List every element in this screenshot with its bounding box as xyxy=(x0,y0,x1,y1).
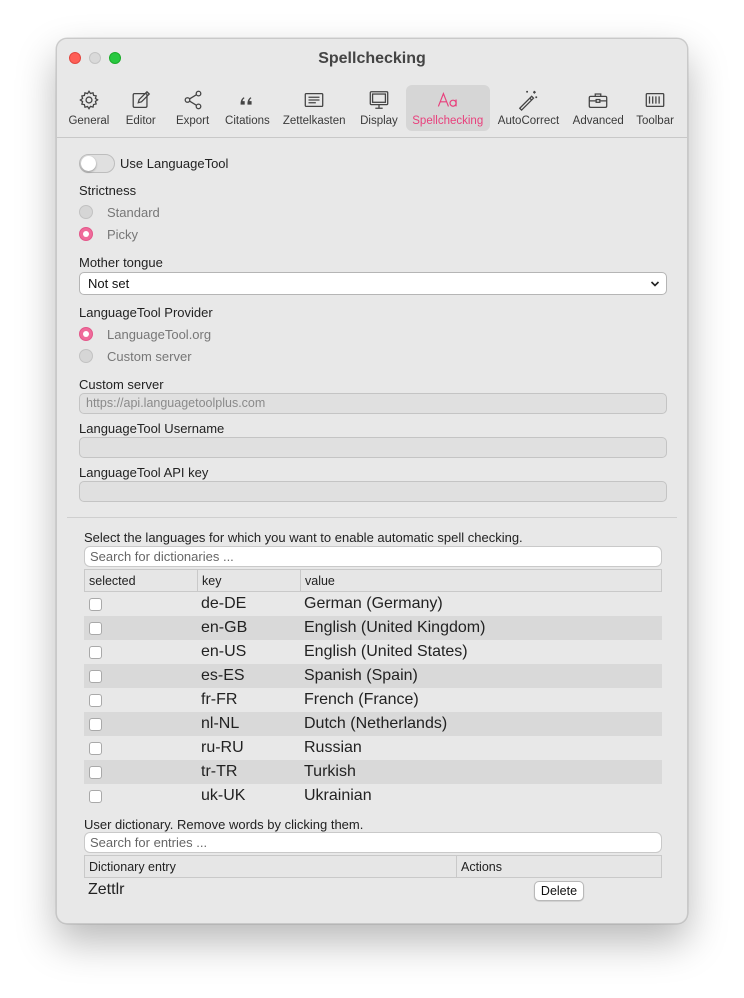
strictness-standard-label: Standard xyxy=(107,205,160,220)
mother-tongue-label: Mother tongue xyxy=(79,255,163,270)
dictionary-search-placeholder: Search for dictionaries ... xyxy=(90,549,234,564)
tab-autocorrect-label: AutoCorrect xyxy=(497,115,560,127)
row-key: es-ES xyxy=(201,667,245,684)
custom-server-label: Custom server xyxy=(79,377,164,392)
row-key: ru-RU xyxy=(201,739,244,756)
row-value: English (United Kingdom) xyxy=(304,619,486,636)
tab-spellchecking[interactable] xyxy=(406,85,490,131)
user-dictionary-entry[interactable]: Zettlr xyxy=(88,881,125,898)
user-dictionary-intro: User dictionary. Remove words by clicking them. xyxy=(84,817,364,832)
dictionary-search-input[interactable] xyxy=(84,546,662,567)
table-row[interactable] xyxy=(84,784,662,808)
table-row[interactable] xyxy=(84,616,662,640)
username-input[interactable] xyxy=(79,437,667,458)
strictness-picky-label: Picky xyxy=(107,227,139,242)
row-value: English (United States) xyxy=(304,643,468,660)
row-value: German (Germany) xyxy=(304,595,443,612)
column-header-selected[interactable]: selected xyxy=(85,570,198,591)
row-key: tr-TR xyxy=(201,763,238,780)
quote-icon xyxy=(235,89,259,111)
tab-zettelkasten-label: Zettelkasten xyxy=(282,115,346,127)
column-header-dictionary-entry[interactable]: Dictionary entry xyxy=(85,856,457,877)
magic-wand-icon xyxy=(516,89,540,111)
mother-tongue-select[interactable] xyxy=(79,272,667,295)
row-checkbox[interactable] xyxy=(89,766,102,779)
row-value: French (France) xyxy=(304,691,419,708)
gear-icon xyxy=(77,89,101,111)
window-title: Spellchecking xyxy=(318,50,426,67)
strictness-label: Strictness xyxy=(79,183,137,198)
row-key: fr-FR xyxy=(201,691,238,708)
preferences-toolbar xyxy=(63,85,681,131)
use-languagetool-toggle[interactable] xyxy=(79,154,115,173)
toolbox-icon xyxy=(586,89,610,111)
provider-custom-server-radio[interactable] xyxy=(79,349,93,363)
apikey-label: LanguageTool API key xyxy=(79,465,209,480)
row-key: de-DE xyxy=(201,595,247,612)
tab-general[interactable] xyxy=(63,85,115,131)
chevron-down-icon xyxy=(650,279,660,289)
title-bar xyxy=(57,39,687,81)
tab-citations[interactable] xyxy=(218,85,276,131)
row-key: nl-NL xyxy=(201,715,240,732)
user-dictionary-search-input[interactable] xyxy=(84,832,662,853)
row-checkbox[interactable] xyxy=(89,670,102,683)
user-dictionary-table xyxy=(84,855,662,878)
row-key: uk-UK xyxy=(201,787,246,804)
dictionaries-intro: Select the languages for which you want to enable automatic spell checking. xyxy=(84,530,523,545)
row-value: Dutch (Netherlands) xyxy=(304,715,448,732)
tab-spellchecking-label: Spellchecking xyxy=(412,115,484,127)
tab-advanced-label: Advanced xyxy=(572,115,624,127)
row-key: en-GB xyxy=(201,619,248,636)
tab-display[interactable] xyxy=(352,85,406,131)
toolbar-separator xyxy=(57,137,687,138)
custom-server-placeholder: https://api.languagetoolplus.com xyxy=(86,396,266,410)
tab-export[interactable] xyxy=(167,85,219,131)
tab-zettelkasten[interactable] xyxy=(276,85,352,131)
provider-languagetool-org-label: LanguageTool.org xyxy=(107,327,212,342)
dictionary-table-header xyxy=(84,569,662,592)
table-row[interactable] xyxy=(84,712,662,736)
row-checkbox[interactable] xyxy=(89,742,102,755)
text-aa-icon xyxy=(436,89,460,111)
user-dictionary-search-placeholder: Search for entries ... xyxy=(90,835,208,850)
preferences-window xyxy=(56,38,688,924)
dictionary-table xyxy=(84,569,662,808)
pencil-square-icon xyxy=(129,89,153,111)
custom-server-input[interactable] xyxy=(79,393,667,414)
apikey-input[interactable] xyxy=(79,481,667,502)
card-icon xyxy=(302,89,326,111)
column-header-value[interactable]: value xyxy=(305,574,335,588)
tab-editor-label: Editor xyxy=(125,115,156,127)
table-row[interactable] xyxy=(84,760,662,784)
provider-label: LanguageTool Provider xyxy=(79,305,213,320)
row-value: Turkish xyxy=(304,763,356,780)
delete-entry-button[interactable]: Delete xyxy=(534,881,584,901)
tab-citations-label: Citations xyxy=(225,115,270,127)
row-checkbox[interactable] xyxy=(89,646,102,659)
row-checkbox[interactable] xyxy=(89,790,102,803)
column-header-key[interactable]: key xyxy=(198,570,301,591)
tab-export-label: Export xyxy=(175,115,210,127)
user-dictionary-table-header xyxy=(84,855,662,878)
row-value: Russian xyxy=(304,739,362,756)
tab-toolbar-label: Toolbar xyxy=(636,115,674,127)
strictness-picky-radio[interactable] xyxy=(79,227,93,241)
username-label: LanguageTool Username xyxy=(79,421,225,436)
table-row[interactable] xyxy=(84,688,662,712)
mother-tongue-value: Not set xyxy=(88,276,130,291)
provider-custom-server-label: Custom server xyxy=(107,349,192,364)
tab-general-label: General xyxy=(68,115,110,127)
tab-editor[interactable] xyxy=(115,85,167,131)
share-icon xyxy=(181,89,205,111)
tab-display-label: Display xyxy=(360,115,398,127)
section-divider xyxy=(67,517,677,518)
row-checkbox[interactable] xyxy=(89,622,102,635)
strictness-standard-radio[interactable] xyxy=(79,205,93,219)
row-checkbox[interactable] xyxy=(89,718,102,731)
table-row[interactable] xyxy=(84,640,662,664)
row-checkbox[interactable] xyxy=(89,694,102,707)
provider-languagetool-org-radio[interactable] xyxy=(79,327,93,341)
table-row[interactable] xyxy=(84,736,662,760)
table-row[interactable] xyxy=(84,664,662,688)
row-checkbox[interactable] xyxy=(89,598,102,611)
tab-autocorrect[interactable] xyxy=(490,85,568,131)
row-key: en-US xyxy=(201,643,247,660)
column-header-actions[interactable]: Actions xyxy=(461,860,502,874)
table-row[interactable] xyxy=(84,592,662,616)
use-languagetool-label: Use LanguageTool xyxy=(120,156,229,171)
tab-toolbar[interactable] xyxy=(629,85,681,131)
toolbar-icon xyxy=(643,89,667,111)
row-value: Spanish (Spain) xyxy=(304,667,418,684)
monitor-icon xyxy=(367,89,391,111)
row-value: Ukrainian xyxy=(304,787,372,804)
tab-advanced[interactable] xyxy=(567,85,629,131)
